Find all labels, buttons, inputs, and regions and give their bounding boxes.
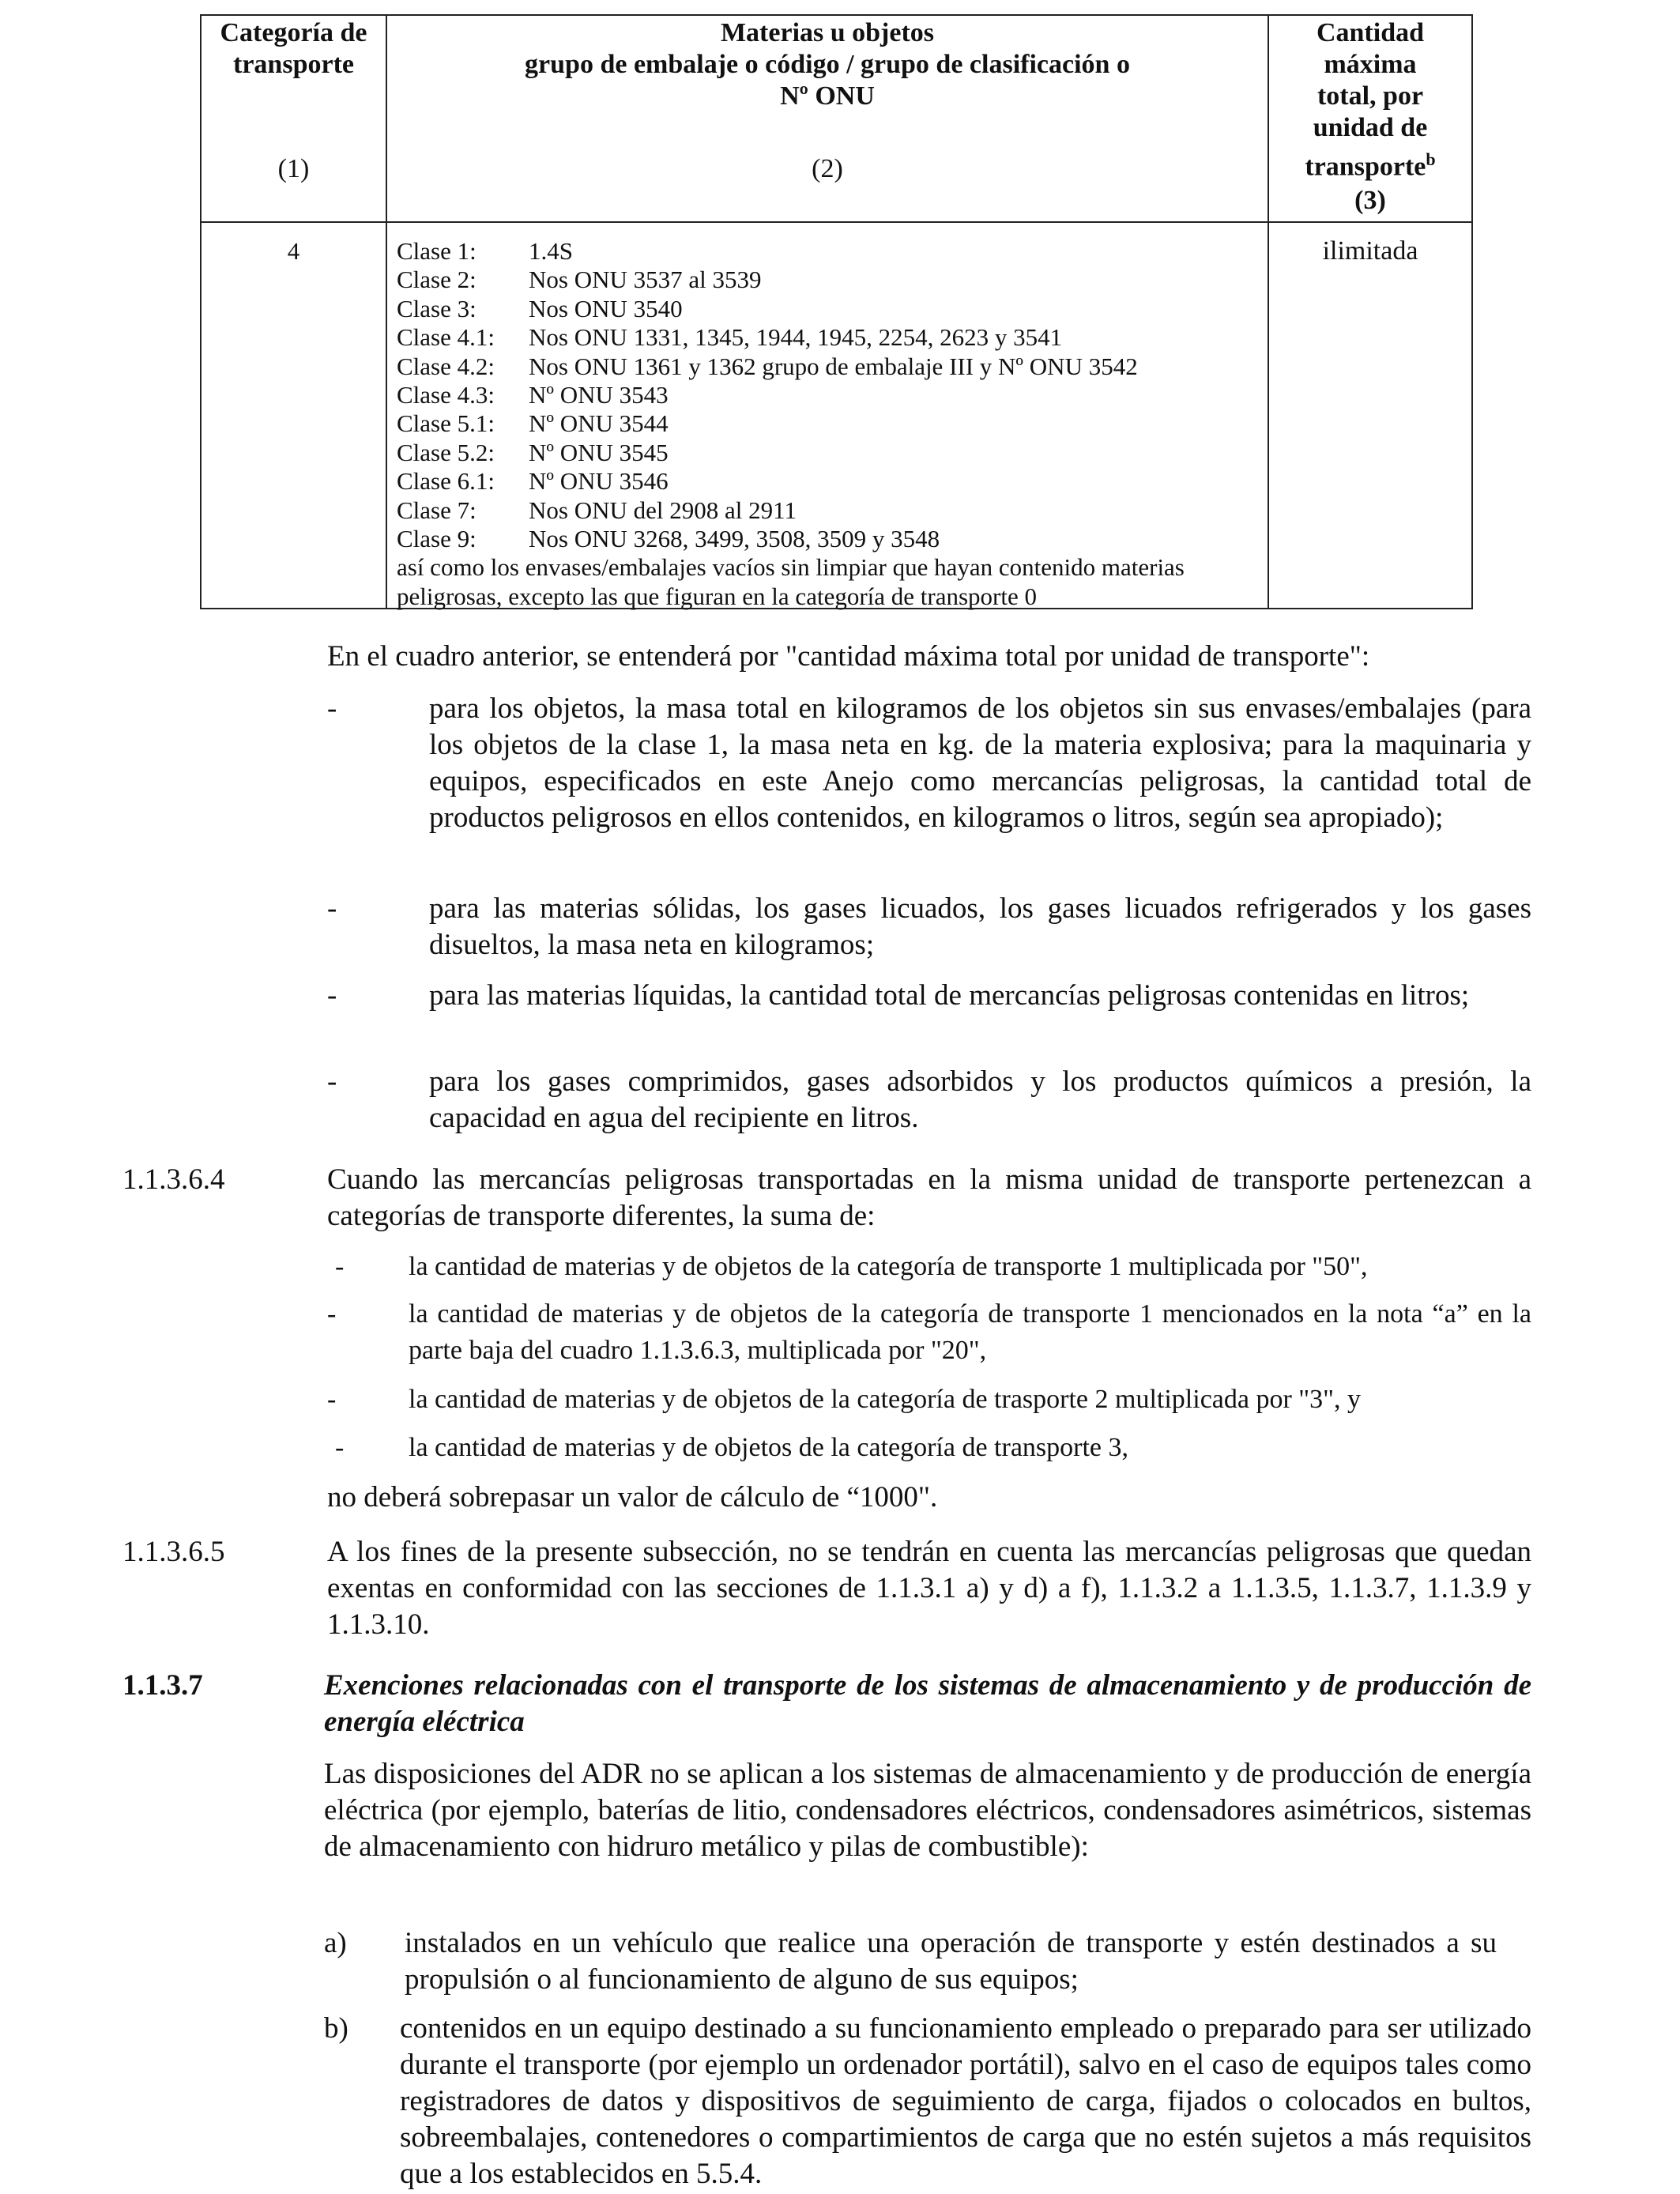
class-un-numbers: Nos ONU 1331, 1345, 1944, 1945, 2254, 2623 y 3541: [529, 323, 1063, 352]
class-un-numbers: Nos ONU 3537 al 3539: [529, 266, 762, 294]
header-line: [1269, 144, 1471, 183]
section-paragraph: Cuando las mercancías peligrosas transportadas en la misma unidad de transporte pertenezcan a categorías de transporte diferentes, la suma de:: [327, 1163, 1531, 1232]
class-un-numbers: Nº ONU 3544: [529, 409, 669, 438]
section-paragraph: Las disposiciones del ADR no se aplican a los sistemas de almacenamiento y de producción de energía eléctrica (por ejemplo, baterías de litio, condensadores eléctricos, condensadores asimétricos, sistemas de almacenamiento con hidruro metálico y pilas de combustible):: [324, 1758, 1531, 1863]
quantity-cell: ilimitada: [1322, 236, 1418, 266]
class-label: Clase 1:: [397, 237, 477, 265]
class-row: [397, 467, 1262, 496]
class-row: [397, 525, 1262, 553]
column-number: (1): [277, 154, 310, 183]
class-row: [397, 237, 1262, 266]
footnote-marker: b: [1426, 149, 1436, 169]
materials-note-line: peligrosas, excepto las que figuran en la categoría de transporte 0: [397, 582, 1037, 610]
header-line: grupo de embalaje o código / grupo de clasificación o: [525, 50, 1130, 79]
list-dash: -: [327, 979, 337, 1012]
materials-cell: [397, 237, 1262, 611]
transport-category-table: [200, 14, 1473, 609]
section-number: 1.1.3.6.4: [122, 1163, 225, 1196]
header-line: Categoría de: [220, 18, 367, 47]
class-label: Clase 6.1:: [397, 467, 495, 496]
definition-objects: para los objetos, la masa total en kilogramos de los objetos sin sus envases/embalajes (para los objetos de la clase 1, la masa neta en kg. de la materia explosiva; para la maquinaria y equipos, especificados en este Anejo como mercancías peligrosas, la cantidad total de productos peligrosos en ellos contenidos, en kilogramos o litros, según sea apropiado);: [429, 692, 1531, 834]
list-dash: -: [327, 1299, 337, 1329]
header-category: [202, 17, 386, 220]
list-dash: -: [335, 1433, 345, 1462]
column-number: (3): [1354, 186, 1386, 215]
class-label: Clase 5.2:: [397, 438, 495, 466]
class-un-numbers: Nº ONU 3545: [529, 438, 669, 466]
section-number: 1.1.3.7: [122, 1669, 203, 1702]
section-paragraph: A los fines de la presente subsección, no se tendrán en cuenta las mercancías peligrosas que quedan exentas en conformidad con las secciones de 1.1.3.1 a) y d) a f), 1.1.3.2 a 1.1.3.5, 1.1.3.7, 1.1.3.9 y 1.1.3.10.: [327, 1536, 1531, 1641]
sum-item: la cantidad de materias y de objetos de la categoría de transporte 1 mencionados en la nota “a” en la parte baja del cuadro 1.1.3.6.3, multiplicada por "20",: [409, 1299, 1531, 1365]
list-dash: -: [335, 1252, 345, 1281]
header-materials: [387, 17, 1268, 220]
definition-gases: para los gases comprimidos, gases adsorbidos y los productos químicos a presión, la capacidad en agua del recipiente en litros.: [429, 1065, 1531, 1134]
class-un-numbers: Nº ONU 3546: [529, 467, 669, 496]
sum-item: la cantidad de materias y de objetos de la categoría de transporte 1 multiplicada por "50",: [409, 1252, 1368, 1281]
class-row: [397, 496, 1262, 525]
exemption-item: instalados en un vehículo que realice una operación de transporte y estén destinados a su propulsión o al funcionamiento de alguno de sus equipos;: [405, 1927, 1497, 1996]
class-un-numbers: Nos ONU 1361 y 1362 grupo de embalaje III y Nº ONU 3542: [529, 352, 1138, 380]
class-list: [397, 237, 1262, 553]
header-word: transporte: [1305, 152, 1426, 182]
class-label: Clase 7:: [397, 496, 477, 524]
class-row: [397, 323, 1262, 352]
closing-line: no deberá sobrepasar un valor de cálculo de “1000".: [327, 1481, 938, 1514]
category-cell: 4: [287, 237, 300, 265]
class-label: Clase 2:: [397, 266, 477, 294]
item-label: a): [324, 1927, 347, 1959]
header-line: unidad de: [1313, 113, 1428, 142]
header-divider: [202, 221, 1471, 223]
class-row: [397, 295, 1262, 323]
column-number: (2): [812, 154, 843, 183]
class-label: Clase 3:: [397, 294, 477, 322]
definition-solids: para las materias sólidas, los gases licuados, los gases licuados refrigerados y los gases disueltos, la masa neta en kilogramos;: [429, 892, 1531, 961]
exemption-item: contenidos en un equipo destinado a su funcionamiento empleado o preparado para ser utilizado durante el transporte (por ejemplo un ordenador portátil), salvo en el caso de equipos tales como registradores de datos y dispositivos de seguimiento de carga, fijados o colocados en bultos, sobreembalajes, contenedores o compartimientos de carga que no estén sujetos a más requisitos que a los establecidos en 5.5.4.: [400, 2012, 1531, 2190]
intro-paragraph: En el cuadro anterior, se entenderá por "cantidad máxima total por unidad de transporte":: [327, 640, 1370, 673]
class-label: Clase 4.2:: [397, 352, 495, 380]
section-heading: Exenciones relacionadas con el transporte de los sistemas de almacenamiento y de producción de energía eléctrica: [324, 1669, 1531, 1738]
list-dash: -: [327, 1065, 337, 1098]
class-row: [397, 381, 1262, 409]
class-label: Clase 4.1:: [397, 323, 495, 352]
header-max-quantity: [1269, 17, 1471, 220]
header-line: Nº ONU: [780, 81, 875, 111]
list-dash: -: [327, 892, 337, 925]
class-row: [397, 439, 1262, 467]
definition-liquids: para las materias líquidas, la cantidad total de mercancías peligrosas contenidas en litros;: [429, 979, 1470, 1012]
class-un-numbers: Nos ONU 3540: [529, 294, 683, 322]
class-row: [397, 352, 1262, 381]
header-line: transporte: [233, 50, 354, 79]
sum-item: la cantidad de materias y de objetos de la categoría de transporte 3,: [409, 1433, 1129, 1462]
class-un-numbers: Nos ONU 3268, 3499, 3508, 3509 y 3548: [529, 525, 940, 553]
class-un-numbers: 1.4S: [529, 237, 573, 265]
list-dash: -: [327, 1385, 337, 1414]
class-un-numbers: Nº ONU 3543: [529, 381, 669, 409]
class-un-numbers: Nos ONU del 2908 al 2911: [529, 496, 797, 524]
class-label: Clase 5.1:: [397, 409, 495, 438]
header-line: Materias u objetos: [720, 18, 935, 47]
section-number: 1.1.3.6.5: [122, 1536, 225, 1568]
sum-item: la cantidad de materias y de objetos de la categoría de trasporte 2 multiplicada por "3", y: [409, 1385, 1362, 1414]
header-line: total, por: [1317, 81, 1424, 111]
class-row: [397, 266, 1262, 294]
header-line: máxima: [1324, 50, 1417, 79]
class-label: Clase 4.3:: [397, 381, 495, 409]
list-dash: -: [327, 692, 337, 725]
materials-note-line: así como los envases/embalajes vacíos sin limpiar que hayan contenido materias: [397, 553, 1185, 582]
class-label: Clase 9:: [397, 525, 477, 553]
class-row: [397, 409, 1262, 438]
header-line: Cantidad: [1316, 18, 1425, 47]
item-label: b): [324, 2012, 348, 2045]
